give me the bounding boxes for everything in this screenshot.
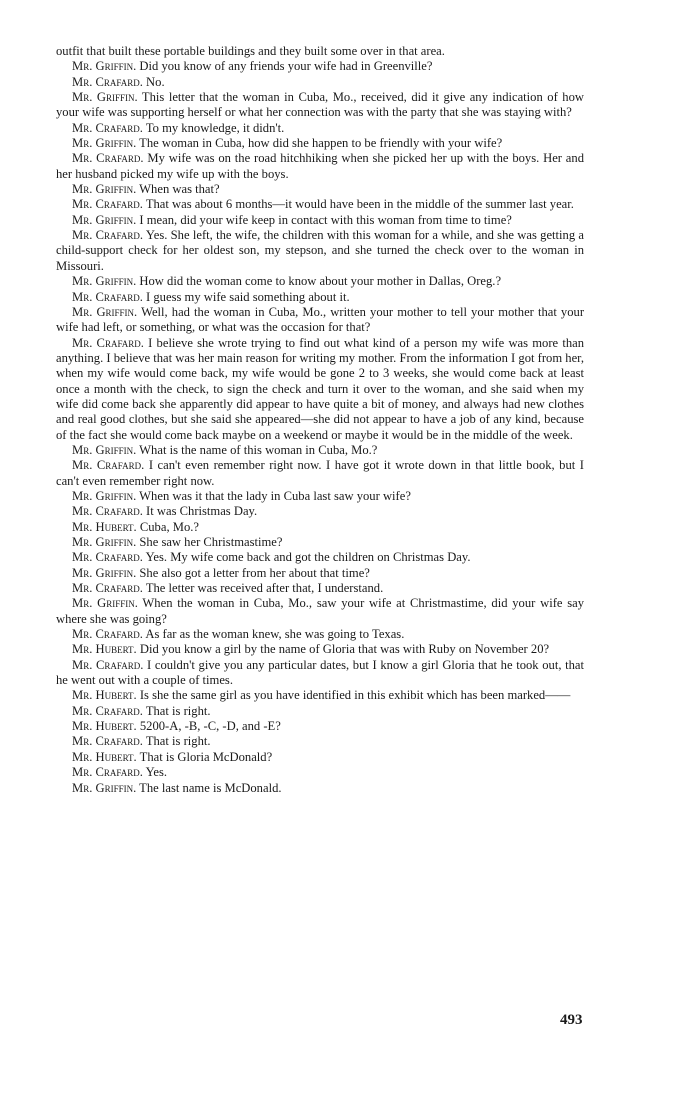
transcript-paragraph	[56, 627, 584, 642]
speech-text: How did the woman come to know about your mother in Dallas, Oreg.?	[139, 274, 502, 289]
transcript-paragraph	[56, 504, 584, 519]
speech-text: Did you know a girl by the name of Gloria that was with Ruby on November 20?	[139, 642, 550, 657]
speaker-name: Mr. Crafard.	[72, 734, 143, 749]
speech-text: Is she the same girl as you have identified in this exhibit which has been marked——	[139, 688, 571, 703]
transcript-paragraph	[56, 75, 584, 90]
speech-text: Yes. My wife come back and got the children on Christmas Day.	[145, 550, 471, 565]
speaker-name: Mr. Crafard.	[72, 289, 143, 304]
speaker-name: Mr. Crafard.	[72, 703, 143, 718]
speaker-name: Mr. Crafard.	[72, 581, 143, 596]
transcript-paragraph	[56, 136, 584, 151]
speaker-name: Mr. Crafard.	[72, 504, 143, 519]
speaker-name: Mr. Griffin.	[72, 274, 137, 289]
speaker-name: Mr. Griffin.	[72, 136, 137, 151]
speech-text: I believe she wrote trying to find out what kind of a person my wife was more than anything. I believe that was her main reason for writing my mother. From the information I got from her, when my wife would come back, my wife would be gone 2 to 3 weeks, she would come back at least once a month with the check, to sign the check and turn it over to the woman, and she said when my wife did come back she apparently did appear to have quite a bit of money, and always had new clothes and real good clothes, but she said she appeared—she did not appear to have a job of any kind, because of the fact she would come back maybe on a weekend or maybe it would be in the middle of the week.	[56, 335, 585, 442]
speaker-name: Mr. Hubert.	[72, 642, 137, 657]
speech-text: That is Gloria McDonald?	[139, 749, 273, 764]
speaker-name: Mr. Crafard.	[72, 335, 144, 350]
speech-text: The last name is McDonald.	[139, 780, 282, 795]
speaker-name: Mr. Crafard.	[72, 151, 144, 166]
speaker-name: Mr. Griffin.	[72, 488, 137, 503]
transcript-paragraph	[56, 642, 584, 657]
transcript-paragraph	[56, 535, 584, 550]
speech-text: I mean, did your wife keep in contact with this woman from time to time?	[139, 212, 512, 227]
speech-text: My wife was on the road hitchhiking when she picked her up with the boys. Her and her husband picked my wife up with the boys.	[56, 151, 584, 181]
speech-text: To my knowledge, it didn't.	[145, 120, 285, 135]
speech-text: The letter was received after that, I understand.	[145, 581, 384, 596]
speech-text: Well, had the woman in Cuba, Mo., written your mother to tell your mother that your wife had left, or something, or what was the occasion for that?	[56, 304, 585, 335]
speech-text: What is the name of this woman in Cuba, Mo.?	[139, 442, 378, 457]
speaker-name: Mr. Griffin.	[72, 565, 137, 580]
speaker-name: Mr. Griffin.	[72, 535, 137, 549]
speech-text: I can't even remember right now. I have got it wrote down in that little book, but I can't even remember right now.	[56, 458, 584, 488]
transcript-paragraph	[56, 458, 584, 489]
speech-text: Yes. She left, the wife, the children with this woman for a while, and she was getting a child-support check for her oldest son, my stepson, and she turned the check over to the woman in Missouri.	[56, 228, 585, 273]
speaker-name: Mr. Hubert.	[72, 688, 137, 703]
transcript-paragraph	[56, 121, 584, 136]
speech-text: I guess my wife said something about it.	[146, 289, 350, 304]
speech-text: That is right.	[145, 703, 211, 718]
speaker-name: Mr. Griffin.	[72, 442, 137, 457]
transcript-paragraph	[56, 443, 584, 458]
speaker-name: Mr. Crafard.	[72, 765, 143, 780]
speech-text: outfit that built these portable buildings and they built some over in that area.	[56, 44, 445, 58]
speaker-name: Mr. Griffin.	[72, 212, 137, 227]
transcript-paragraph	[56, 290, 584, 305]
transcript-paragraph	[56, 197, 584, 212]
transcript-paragraph	[56, 750, 584, 765]
speaker-name: Mr. Crafard.	[72, 550, 143, 565]
speaker-name: Mr. Crafard.	[72, 228, 144, 243]
transcript-paragraph	[56, 274, 584, 289]
speech-text: Cuba, Mo.?	[139, 519, 199, 534]
speech-text: That was about 6 months—it would have been in the middle of the summer last year.	[145, 197, 574, 212]
speech-text: 5200-A, -B, -C, -D, and -E?	[139, 719, 281, 734]
transcript-paragraph	[56, 734, 584, 749]
speech-text: No.	[146, 74, 165, 89]
transcript-paragraph	[56, 550, 584, 565]
transcript-paragraph	[56, 581, 584, 596]
speaker-name: Mr. Crafard.	[72, 74, 143, 89]
transcript-paragraph	[56, 336, 584, 443]
speech-text: When was that?	[139, 182, 220, 197]
transcript-paragraph	[56, 596, 584, 627]
transcript-paragraph	[56, 182, 584, 197]
transcript-paragraph	[56, 151, 584, 182]
transcript-paragraph	[56, 566, 584, 581]
speaker-name: Mr. Hubert.	[72, 519, 137, 534]
speaker-name: Mr. Hubert.	[72, 749, 137, 764]
speaker-name: Mr. Griffin.	[72, 182, 137, 197]
speech-text: That is right.	[145, 734, 211, 749]
page-number: 493	[560, 1012, 583, 1028]
transcript-paragraph	[56, 719, 584, 734]
speech-text: Did you know of any friends your wife had in Greenville?	[139, 59, 433, 74]
speaker-name: Mr. Crafard.	[72, 120, 143, 135]
transcript-paragraph	[56, 305, 584, 336]
speaker-name: Mr. Crafard.	[72, 627, 143, 642]
transcript-paragraph	[56, 44, 584, 59]
transcript-paragraph	[56, 781, 584, 796]
transcript-paragraph	[56, 704, 584, 719]
transcript-paragraph	[56, 688, 584, 703]
speaker-name: Mr. Crafard.	[72, 197, 143, 212]
transcript-paragraph	[56, 213, 584, 228]
speech-text: I couldn't give you any particular dates, but I know a girl Gloria that he took out, that he went out with a couple of times.	[56, 657, 584, 688]
transcript-body	[56, 44, 584, 796]
speech-text: As far as the woman knew, she was going to Texas.	[145, 627, 405, 642]
speaker-name: Mr. Crafard.	[72, 657, 144, 672]
speaker-name: Mr. Crafard.	[72, 458, 145, 473]
speaker-name: Mr. Griffin.	[72, 59, 137, 74]
transcript-paragraph	[56, 658, 584, 689]
transcript-paragraph	[56, 765, 584, 780]
speech-text: When was it that the lady in Cuba last saw your wife?	[139, 488, 411, 503]
speech-text: It was Christmas Day.	[146, 504, 258, 519]
speech-text: This letter that the woman in Cuba, Mo., received, did it give any indication of how your wife was supporting herself or what her connection was with the party that she was staying with?	[56, 90, 584, 120]
speaker-name: Mr. Griffin.	[72, 90, 138, 105]
transcript-paragraph	[56, 489, 584, 504]
transcript-paragraph	[56, 228, 584, 274]
speaker-name: Mr. Griffin.	[72, 304, 138, 319]
transcript-paragraph	[56, 520, 584, 535]
speech-text: Yes.	[145, 765, 168, 780]
speaker-name: Mr. Hubert.	[72, 719, 137, 734]
transcript-paragraph	[56, 59, 584, 74]
speech-text: She saw her Christmastime?	[139, 535, 283, 549]
transcript-paragraph	[56, 90, 584, 121]
speech-text: The woman in Cuba, how did she happen to be friendly with your wife?	[139, 136, 503, 151]
speech-text: When the woman in Cuba, Mo., saw your wife at Christmastime, did your wife say where she was going?	[56, 596, 585, 626]
speech-text: She also got a letter from her about that time?	[139, 565, 370, 580]
speaker-name: Mr. Griffin.	[72, 596, 138, 611]
speaker-name: Mr. Griffin.	[72, 780, 137, 795]
